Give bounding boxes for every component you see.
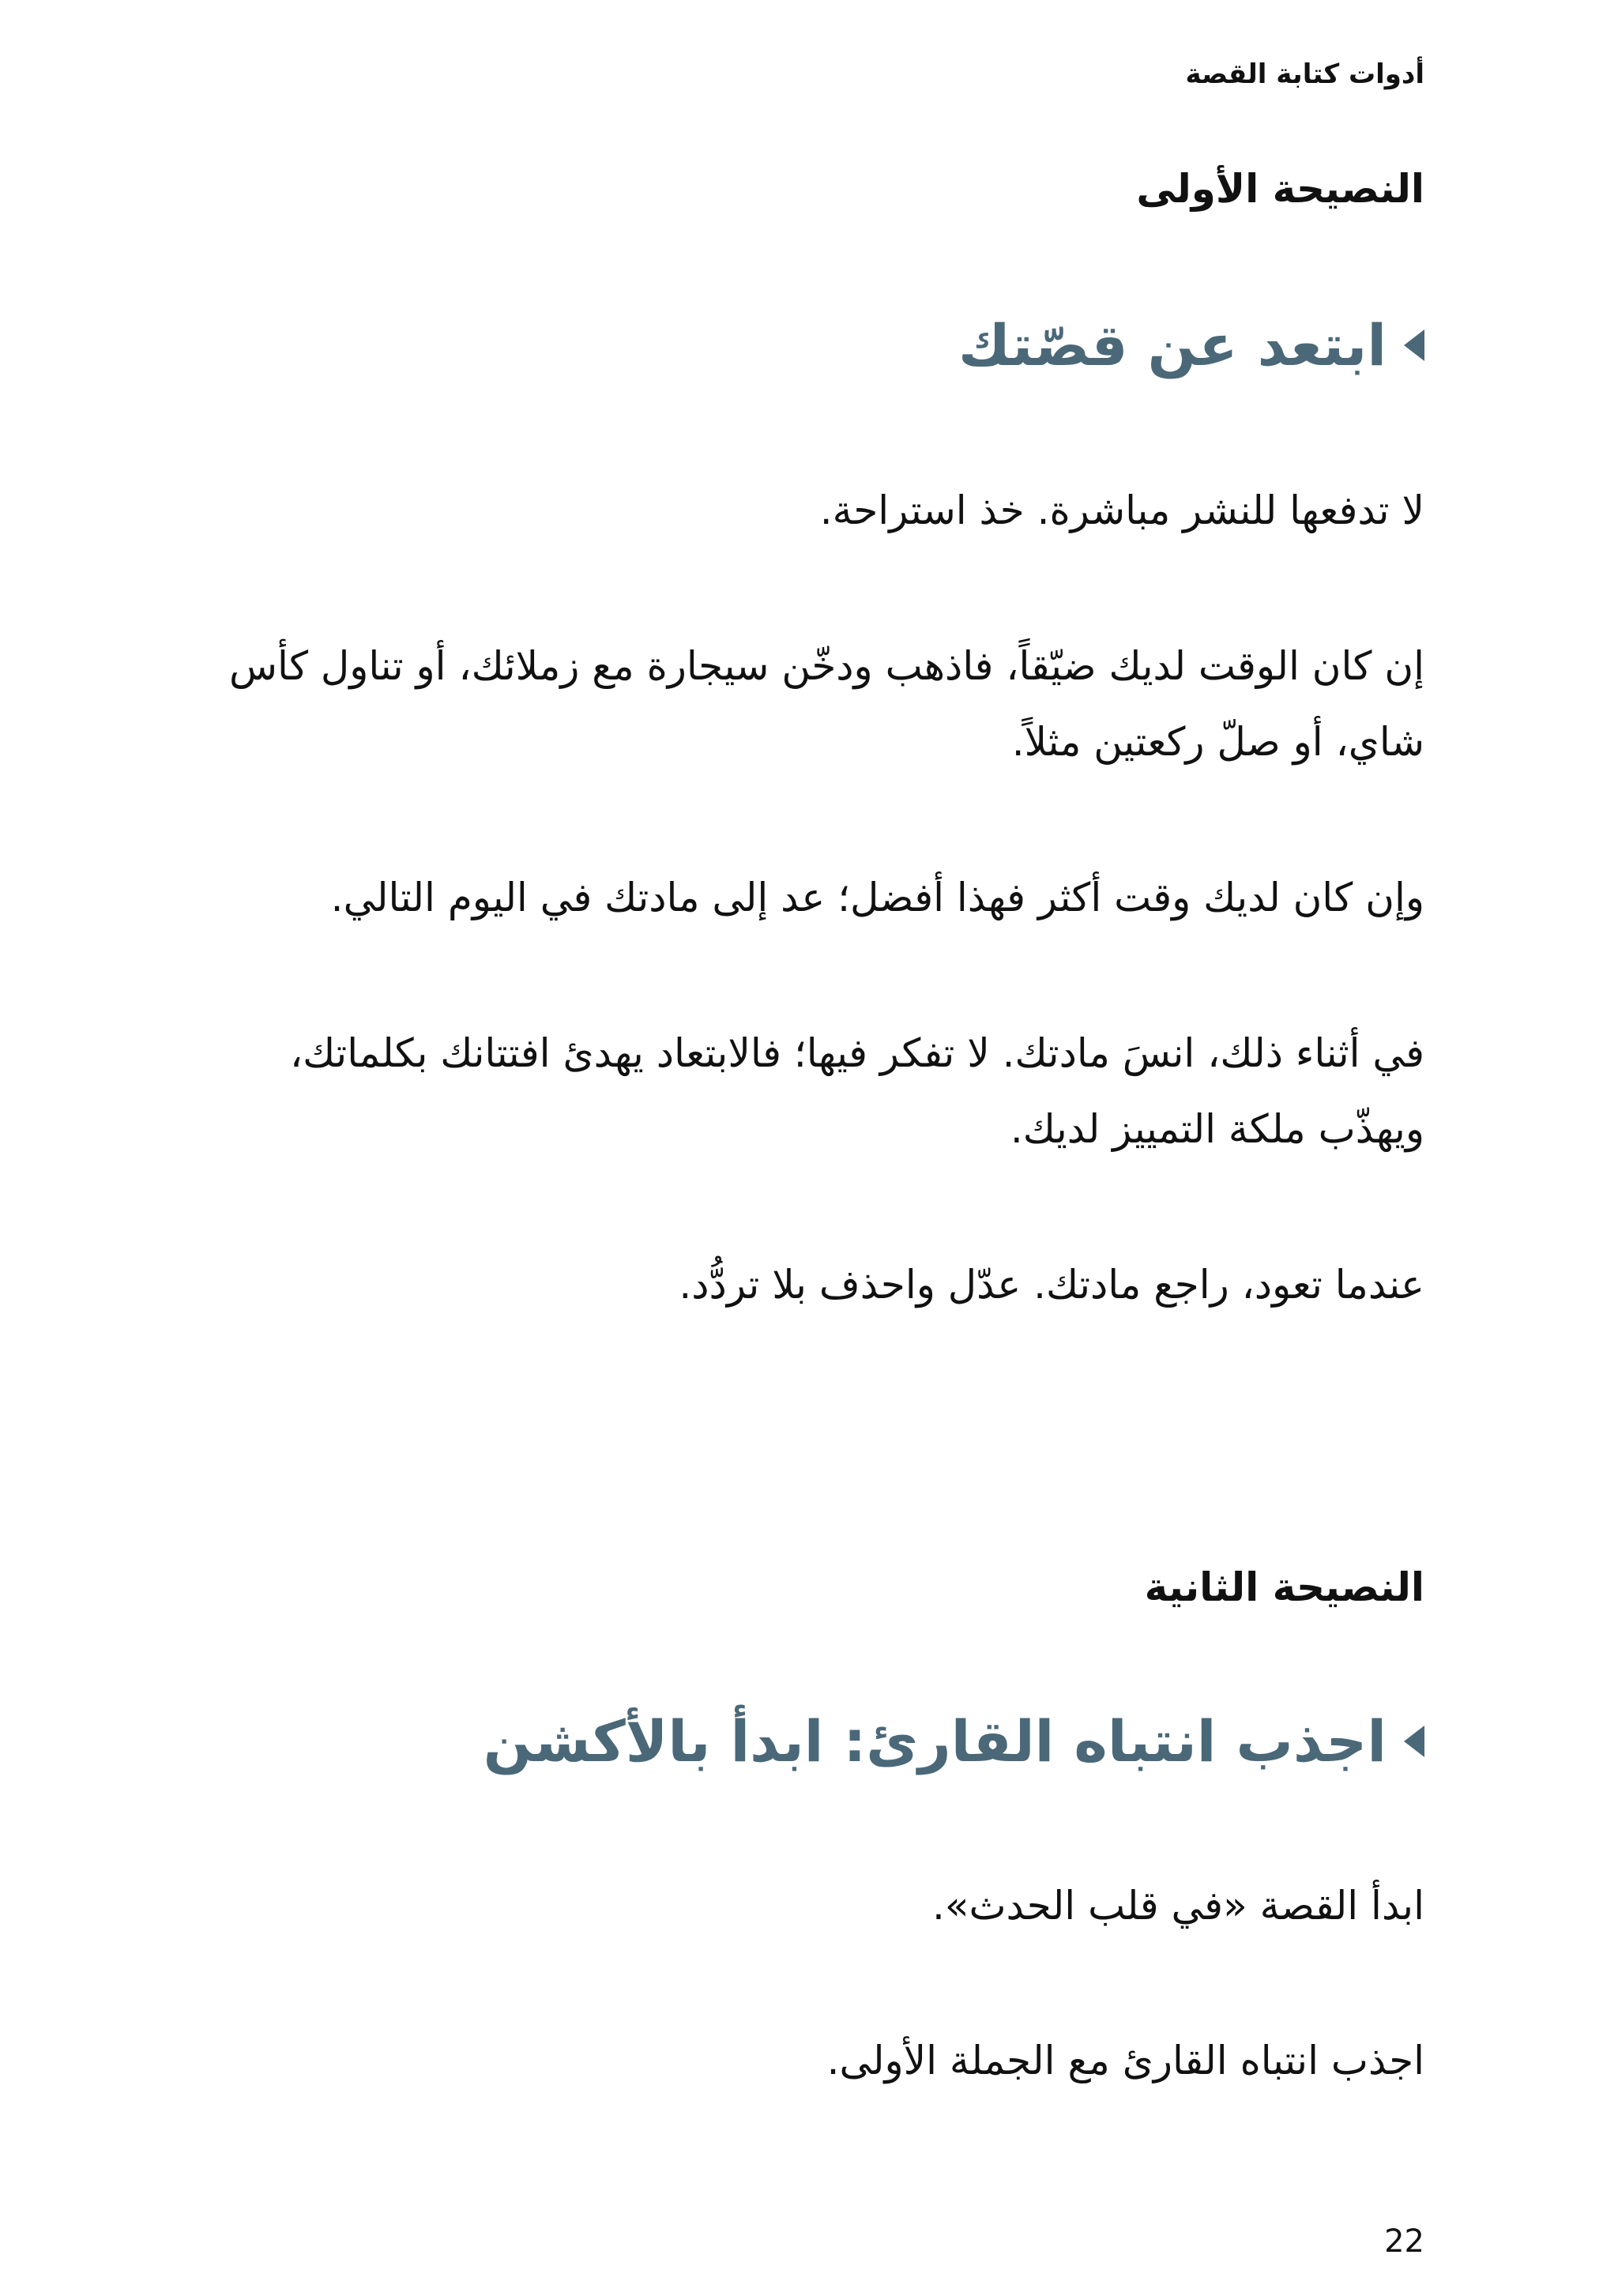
tip-1-label: النصيحة الأولى [1136,166,1424,212]
tip-2-heading-text: اجذب انتباه القارئ: ابدأ بالأكشن [483,1708,1387,1775]
tip-1-paragraph-4: في أثناء ذلك، انسَ مادتك. لا تفكر فيها؛ فالابتعاد يهدئ افتتانك بكلماتك، ويهذّب ملكة التمييز لديك. [290,1030,1424,1152]
tip-1-heading-text: ابتعد عن قصّتك [958,312,1387,378]
tip-1-heading [958,312,1424,378]
tip-2-heading [484,1708,1424,1775]
page-number: 22 [1384,2223,1424,2260]
tip-2-paragraph-1: ابدأ القصة «في قلب الحدث». [931,1883,1424,1929]
tip-1-paragraph-2: إن كان الوقت لديك ضيّقاً، فاذهب ودخّن سيجارة مع زملائك، أو تناول كأس شاي، أو صلّ ركعتين مثلاً. [228,643,1424,765]
tip-1-paragraph-5: عندما تعود، راجع مادتك. عدّل واحذف بلا تردُّد. [679,1262,1424,1308]
tip-1-paragraph-3: وإن كان لديك وقت أكثر فهذا أفضل؛ عد إلى مادتك في اليوم التالي. [330,875,1424,920]
triangle-marker-icon [1404,329,1424,361]
running-head: أدوات كتابة القصة [1185,58,1424,90]
tip-1-paragraph-1: لا تدفعها للنشر مباشرة. خذ استراحة. [819,487,1424,533]
tip-2-label: النصيحة الثانية [1144,1564,1424,1610]
triangle-marker-icon [1404,1726,1424,1757]
tip-2-paragraph-2: اجذب انتباه القارئ مع الجملة الأولى. [826,2038,1424,2083]
